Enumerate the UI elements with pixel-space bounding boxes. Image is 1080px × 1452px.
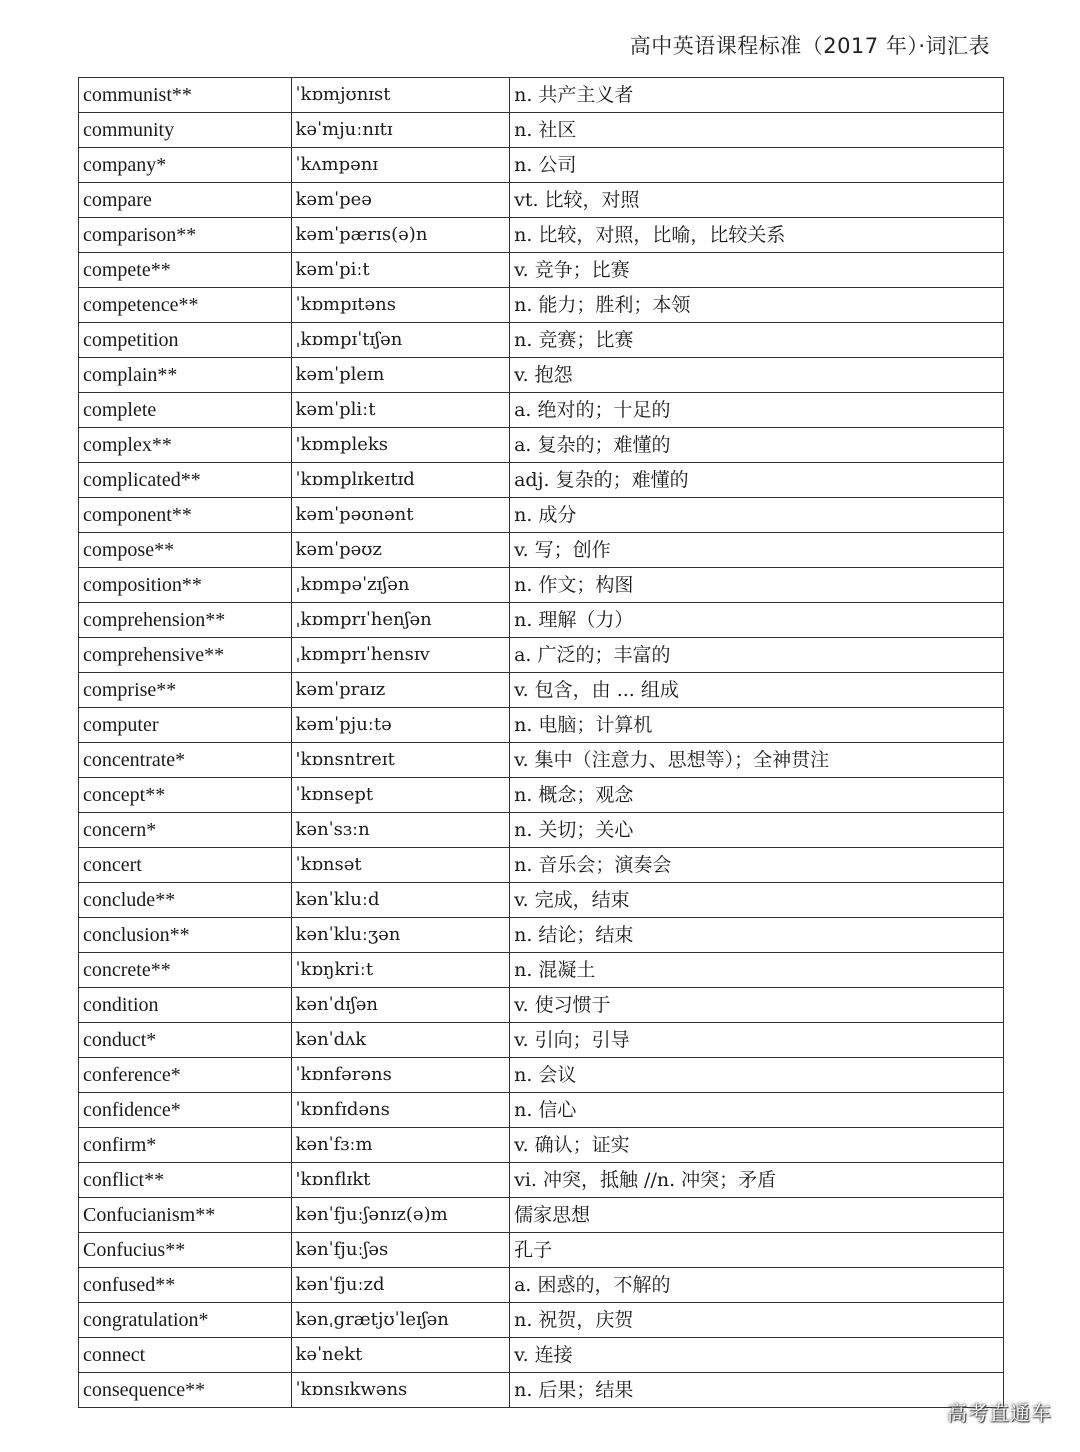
word-cell: complain** — [79, 358, 292, 393]
phonetic-cell: kənˈkluːd — [291, 883, 510, 918]
phonetic-cell: ˈkɒmjʊnɪst — [291, 78, 510, 113]
word-cell: conflict** — [79, 1163, 292, 1198]
word-cell: connect — [79, 1338, 292, 1373]
phonetic-cell: kəmˈpærɪs(ə)n — [291, 218, 510, 253]
word-cell: comparison** — [79, 218, 292, 253]
phonetic-cell: kəmˈpjuːtə — [291, 708, 510, 743]
phonetic-cell: kəmˈpeə — [291, 183, 510, 218]
definition-cell: v. 竞争；比赛 — [510, 253, 1004, 288]
table-row — [79, 848, 1004, 883]
word-cell: compose** — [79, 533, 292, 568]
word-cell: conference* — [79, 1058, 292, 1093]
word-cell: composition** — [79, 568, 292, 603]
definition-cell: n. 概念；观念 — [510, 778, 1004, 813]
phonetic-cell: kənˈfjuːʃənɪz(ə)m — [291, 1198, 510, 1233]
definition-cell: v. 完成，结束 — [510, 883, 1004, 918]
phonetic-cell: ˈkɒnfərəns — [291, 1058, 510, 1093]
definition-cell: v. 包含，由 ... 组成 — [510, 673, 1004, 708]
word-cell: confidence* — [79, 1093, 292, 1128]
word-cell: congratulation* — [79, 1303, 292, 1338]
definition-cell: n. 理解（力） — [510, 603, 1004, 638]
table-row — [79, 183, 1004, 218]
table-row — [79, 78, 1004, 113]
phonetic-cell: kənˌgrætjʊˈleɪʃən — [291, 1303, 510, 1338]
phonetic-cell: kənˈfjuːʃəs — [291, 1233, 510, 1268]
word-cell: comprise** — [79, 673, 292, 708]
page-header: 高中英语课程标准（2017 年）·词汇表 — [629, 34, 990, 58]
table-row — [79, 218, 1004, 253]
table-row — [79, 603, 1004, 638]
word-cell: conclusion** — [79, 918, 292, 953]
phonetic-cell: ˈkɒnsɪkwəns — [291, 1373, 510, 1408]
definition-cell: n. 公司 — [510, 148, 1004, 183]
definition-cell: n. 信心 — [510, 1093, 1004, 1128]
word-cell: condition — [79, 988, 292, 1023]
word-cell: compete** — [79, 253, 292, 288]
phonetic-cell: kənˈdɪʃən — [291, 988, 510, 1023]
phonetic-cell: ˈkɒŋkriːt — [291, 953, 510, 988]
word-cell: comprehensive** — [79, 638, 292, 673]
definition-cell: 孔子 — [510, 1233, 1004, 1268]
definition-cell: a. 绝对的；十足的 — [510, 393, 1004, 428]
word-cell: concert — [79, 848, 292, 883]
phonetic-cell: 'kɒmpleks — [291, 428, 510, 463]
word-cell: conduct* — [79, 1023, 292, 1058]
definition-cell: v. 确认；证实 — [510, 1128, 1004, 1163]
phonetic-cell: kənˈsɜːn — [291, 813, 510, 848]
word-cell: confirm* — [79, 1128, 292, 1163]
phonetic-cell: kəmˈpiːt — [291, 253, 510, 288]
word-cell: complete — [79, 393, 292, 428]
phonetic-cell: kəˈnekt — [291, 1338, 510, 1373]
phonetic-cell: kənˈdʌk — [291, 1023, 510, 1058]
definition-cell: v. 写；创作 — [510, 533, 1004, 568]
word-cell: concrete** — [79, 953, 292, 988]
word-cell: complicated** — [79, 463, 292, 498]
definition-cell: n. 结论；结束 — [510, 918, 1004, 953]
definition-cell: n. 共产主义者 — [510, 78, 1004, 113]
table-row — [79, 463, 1004, 498]
word-cell: comprehension** — [79, 603, 292, 638]
definition-cell: n. 音乐会；演奏会 — [510, 848, 1004, 883]
watermark: 高考直通车 — [947, 1401, 1052, 1425]
word-cell: concept** — [79, 778, 292, 813]
word-cell: concentrate* — [79, 743, 292, 778]
definition-cell: vt. 比较，对照 — [510, 183, 1004, 218]
phonetic-cell: kəmˈpəʊnənt — [291, 498, 510, 533]
definition-cell: v. 引向；引导 — [510, 1023, 1004, 1058]
phonetic-cell: 'kɒnflɪkt — [291, 1163, 510, 1198]
definition-cell: n. 竞赛；比赛 — [510, 323, 1004, 358]
phonetic-cell: ˈkɒnsət — [291, 848, 510, 883]
table-row — [79, 953, 1004, 988]
definition-cell: v. 集中（注意力、思想等）；全神贯注 — [510, 743, 1004, 778]
definition-cell: n. 关切；关心 — [510, 813, 1004, 848]
word-cell: community — [79, 113, 292, 148]
word-cell: complex** — [79, 428, 292, 463]
word-cell: competition — [79, 323, 292, 358]
definition-cell: n. 社区 — [510, 113, 1004, 148]
table-row — [79, 708, 1004, 743]
definition-cell: n. 成分 — [510, 498, 1004, 533]
table-row — [79, 883, 1004, 918]
definition-cell: n. 比较，对照，比喻，比较关系 — [510, 218, 1004, 253]
definition-cell: n. 后果；结果 — [510, 1373, 1004, 1408]
table-row — [79, 498, 1004, 533]
vocabulary-table-body — [79, 78, 1004, 1408]
definition-cell: n. 作文；构图 — [510, 568, 1004, 603]
definition-cell: adj. 复杂的；难懂的 — [510, 463, 1004, 498]
table-row — [79, 638, 1004, 673]
table-row — [79, 253, 1004, 288]
table-row — [79, 323, 1004, 358]
phonetic-cell: ˌkɒmprɪˈhensɪv — [291, 638, 510, 673]
word-cell: company* — [79, 148, 292, 183]
phonetic-cell: kənˈfɜːm — [291, 1128, 510, 1163]
phonetic-cell: ˌkɒmpɪˈtɪʃən — [291, 323, 510, 358]
table-row — [79, 1023, 1004, 1058]
definition-cell: n. 混凝土 — [510, 953, 1004, 988]
table-row — [79, 1198, 1004, 1233]
table-row — [79, 1058, 1004, 1093]
table-row — [79, 428, 1004, 463]
table-row — [79, 1093, 1004, 1128]
word-cell: component** — [79, 498, 292, 533]
word-cell: concern* — [79, 813, 292, 848]
definition-cell: a. 复杂的；难懂的 — [510, 428, 1004, 463]
table-row — [79, 743, 1004, 778]
table-row — [79, 1303, 1004, 1338]
definition-cell: n. 会议 — [510, 1058, 1004, 1093]
table-row — [79, 288, 1004, 323]
phonetic-cell: kənˈkluːʒən — [291, 918, 510, 953]
table-row — [79, 778, 1004, 813]
definition-cell: a. 困惑的，不解的 — [510, 1268, 1004, 1303]
word-cell: compare — [79, 183, 292, 218]
table-row — [79, 358, 1004, 393]
phonetic-cell: kəmˈpraɪz — [291, 673, 510, 708]
phonetic-cell: 'kɒnsntreɪt — [291, 743, 510, 778]
definition-cell: v. 抱怨 — [510, 358, 1004, 393]
table-row — [79, 533, 1004, 568]
word-cell: computer — [79, 708, 292, 743]
definition-cell: vi. 冲突，抵触 //n. 冲突；矛盾 — [510, 1163, 1004, 1198]
phonetic-cell: ˈkɒnsept — [291, 778, 510, 813]
table-row — [79, 113, 1004, 148]
phonetic-cell: ˌkɒmprɪˈhenʃən — [291, 603, 510, 638]
table-row — [79, 1373, 1004, 1408]
phonetic-cell: ˈkɒnfɪdəns — [291, 1093, 510, 1128]
definition-cell: n. 祝贺，庆贺 — [510, 1303, 1004, 1338]
table-row — [79, 1233, 1004, 1268]
table-row — [79, 813, 1004, 848]
phonetic-cell: ˈkɒmplɪkeɪtɪd — [291, 463, 510, 498]
word-cell: Confucianism** — [79, 1198, 292, 1233]
vocabulary-table — [78, 77, 1004, 1408]
word-cell: conclude** — [79, 883, 292, 918]
table-row — [79, 1338, 1004, 1373]
phonetic-cell: ˈkɒmpɪtəns — [291, 288, 510, 323]
table-row — [79, 393, 1004, 428]
definition-cell: v. 使习惯于 — [510, 988, 1004, 1023]
definition-cell: a. 广泛的；丰富的 — [510, 638, 1004, 673]
phonetic-cell: kəmˈpliːt — [291, 393, 510, 428]
definition-cell: n. 能力；胜利；本领 — [510, 288, 1004, 323]
table-row — [79, 988, 1004, 1023]
word-cell: communist** — [79, 78, 292, 113]
table-row — [79, 148, 1004, 183]
table-row — [79, 1163, 1004, 1198]
definition-cell: n. 电脑；计算机 — [510, 708, 1004, 743]
word-cell: Confucius** — [79, 1233, 292, 1268]
definition-cell: v. 连接 — [510, 1338, 1004, 1373]
phonetic-cell: kəmˈpəʊz — [291, 533, 510, 568]
definition-cell: 儒家思想 — [510, 1198, 1004, 1233]
phonetic-cell: ˈkʌmpənɪ — [291, 148, 510, 183]
phonetic-cell: ˌkɒmpəˈzɪʃən — [291, 568, 510, 603]
table-row — [79, 1268, 1004, 1303]
table-row — [79, 1128, 1004, 1163]
word-cell: confused** — [79, 1268, 292, 1303]
word-cell: consequence** — [79, 1373, 292, 1408]
phonetic-cell: kəmˈpleɪn — [291, 358, 510, 393]
table-row — [79, 918, 1004, 953]
phonetic-cell: kənˈfjuːzd — [291, 1268, 510, 1303]
table-row — [79, 568, 1004, 603]
word-cell: competence** — [79, 288, 292, 323]
phonetic-cell: kəˈmjuːnɪtɪ — [291, 113, 510, 148]
table-row — [79, 673, 1004, 708]
